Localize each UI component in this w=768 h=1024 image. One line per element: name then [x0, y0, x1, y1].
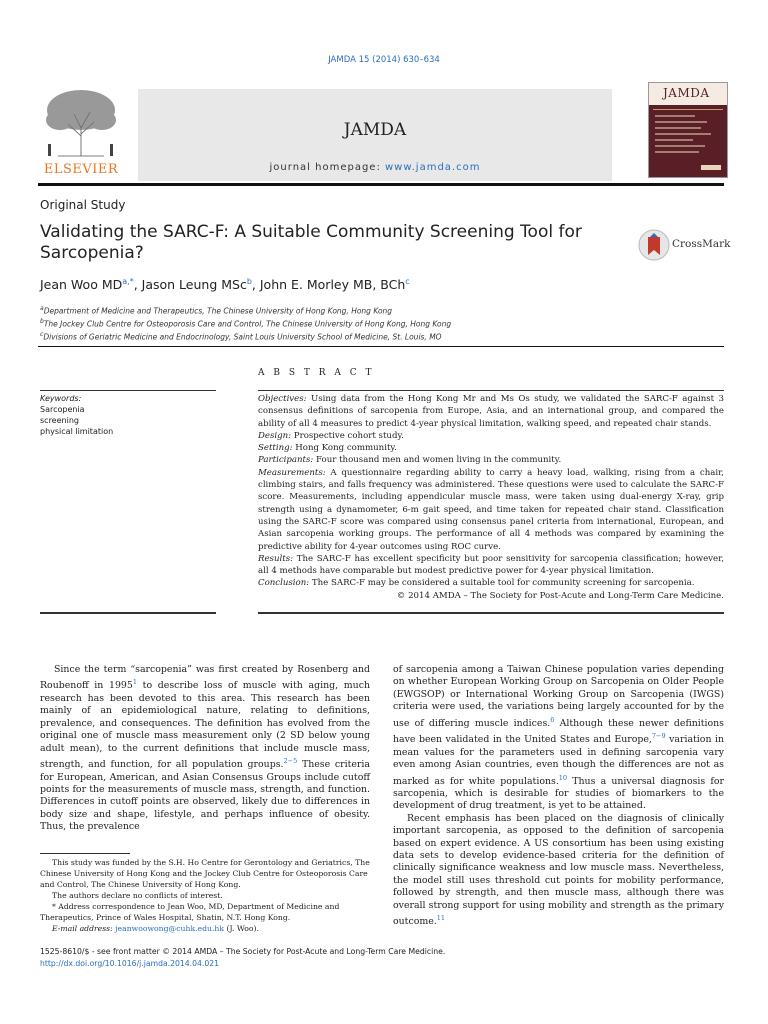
affiliation-mark: c: [40, 331, 44, 338]
abstract-section-text: The SARC-F may be considered a suitable tool for community screening for sarcopenia.: [309, 578, 695, 589]
author-name: John E. Morley MB, BCh: [259, 277, 406, 293]
email-link[interactable]: jeanwoowong@cuhk.edu.hk: [115, 924, 225, 933]
homepage-label: journal homepage:: [269, 162, 385, 173]
conflict-note: The authors declare no conflicts of interest.: [52, 891, 223, 900]
body-column-right: [393, 664, 724, 929]
abstract-rule-top: [258, 390, 724, 391]
abstract-section-heading: Participants:: [258, 455, 314, 466]
journal-citation[interactable]: JAMDA 15 (2014) 630–634: [328, 55, 440, 65]
keyword: physical limitation: [40, 427, 114, 436]
reference-link[interactable]: 7−9: [651, 732, 666, 741]
keywords-rule-bottom: [40, 612, 216, 614]
abstract-section: [258, 454, 724, 466]
abstract-heading: A B S T R A C T: [258, 368, 375, 378]
affiliation: [40, 317, 451, 330]
abstract-section: [258, 553, 724, 578]
abstract-section: [258, 442, 724, 454]
abstract-copyright: © 2014 AMDA – The Society for Post-Acute and Long-Term Care Medicine.: [396, 590, 724, 601]
issn-line: 1525-8610/$ - see front matter © 2014 AMDA – The Society for Post-Acute and Long-Term Care Medicine.: [40, 947, 446, 956]
affiliation-mark: b: [40, 318, 44, 325]
abstract-section: [258, 393, 724, 430]
abstract-section-text: A questionnaire regarding ability to carry a heavy load, walking, rising from a chair, climbing stairs, and falls frequency was administered. These questions were used to calculate the SARC-F score. Measurements, including appendicular muscle mass, were taken using dual-energy X-ray, grip strength using a dynamometer, 6-m gait speed, and time taken for repeated chair stand. Classification using the SARC-F score was compared using consensus panel criteria from international, European, and Asian sarcopenia working groups. The performance of all 4 methods was compared by examining the predictive ability for 4-year outcomes using ROC curve.: [258, 467, 724, 552]
author-separator: ,: [251, 277, 260, 293]
abstract-section-heading: Setting:: [258, 443, 293, 454]
keywords-block: [40, 393, 113, 437]
abstract-section-text: Using data from the Hong Kong Mr and Ms Os study, we validated the SARC-F against 3 consensus definitions of sarcopenia from Europe, Asia, and an international group, and compared the ability of all 4 measures to predict 4-year physical limitation, walking speed, and repeated chair stands.: [258, 394, 724, 429]
abstract-section-heading: Measurements:: [258, 467, 326, 478]
keyword: screening: [40, 416, 79, 425]
author-affiliation-mark[interactable]: a,*: [122, 277, 134, 286]
author-list: [40, 277, 410, 292]
author-name: Jean Woo MD: [40, 277, 123, 293]
abstract-section: [258, 430, 724, 442]
affiliation-mark: a: [40, 305, 44, 312]
abstract-section-heading: Results:: [258, 553, 294, 564]
affiliations: [40, 304, 451, 343]
abstract-section-heading: Objectives:: [258, 394, 307, 404]
keywords-heading: Keywords:: [40, 394, 82, 403]
elsevier-wordmark: ELSEVIER: [43, 162, 119, 177]
body-paragraph: of sarcopenia among a Taiwan Chinese population varies depending on whether European Working Group on Sarcopenia on Older People (EWGSOP) or International Working Group on Sarcopenia (IWGS) criteria were used, the variations being largely accounted for by the use of differing muscle indices.$^6$ Although these newer definitions have been validated in the United States and Europe,$^{7-9}$ variation in mean values for the parameters used in defining sarcopenia vary even among Asian countries, even though the differences are not as marked as for white populations.$^{10}$ Thus a universal diagnosis for sarcopenia, which is desirable for studies of biomarkers to the development of drug treatment, is yet to be attained.: [393, 664, 724, 812]
reference-link[interactable]: 6: [550, 715, 555, 724]
body-paragraph: Since the term “sarcopenia” was first created by Rosenberg and Roubenoff in 1995$^1$ to describe loss of muscle with aging, much research has been devoted to this area. This research has been mainly of an epidemiological nature, relating to definitions, prevalence, and consequences. The definition has evolved from the original one of muscle mass measurement only (2 SD below young adult mean), to the current definitions that include muscle mass, strength, and function, for all population groups.$^{2-5}$ These criteria for European, American, and Asian Consensus Groups include cutoff points for the measurements of muscle mass, strength, and function. Differences in cutoff points are observed, likely due to differences in body size and shape, lifestyle, and perhaps influence of obesity. Thus, the prevalence: [40, 664, 370, 833]
article-title: Validating the SARC-F: A Suitable Community Screening Tool for Sarcopenia?: [40, 222, 582, 263]
article-type: Original Study: [40, 198, 126, 212]
body-column-left: [40, 664, 370, 834]
front-matter-info: [40, 946, 445, 969]
affiliation-text: Department of Medicine and Therapeutics, The Chinese University of Hong Kong, Hong Kong: [43, 306, 393, 316]
author-affiliation-mark[interactable]: b: [246, 277, 252, 286]
reference-link[interactable]: 1: [132, 678, 138, 687]
affiliation-text: The Jockey Club Centre for Osteoporosis Care and Control, The Chinese University of Hong Kong, Hong Kong: [43, 319, 452, 329]
correspondence-note: * Address correspondence to Jean Woo, MD, Department of Medicine and Therapeutics, Prince of Wales Hospital, Shatin, N.T. Hong Kong.: [40, 902, 340, 922]
reference-link[interactable]: 11: [436, 914, 446, 923]
abstract-section: [258, 577, 724, 589]
reference-link[interactable]: 2−5: [283, 756, 298, 765]
author-name: Jason Leung MSc: [141, 277, 247, 293]
footnotes: [40, 857, 370, 934]
journal-homepage: [138, 162, 612, 173]
email-suffix: (J. Woo).: [224, 924, 259, 933]
affiliation-text: Divisions of Geriatric Medicine and Endocrinology, Saint Louis University School of Medicine, St. Louis, MO: [43, 332, 442, 342]
footnote-rule: [40, 853, 130, 854]
abstract-section-heading: Design:: [258, 430, 292, 441]
email-note: [40, 923, 370, 934]
email-label: E-mail address:: [52, 924, 113, 933]
abstract-section-text: Prospective cohort study.: [291, 430, 404, 441]
journal-name: JAMDA: [343, 120, 407, 140]
body-paragraph: Recent emphasis has been placed on the diagnosis of clinically important sarcopenia, as opposed to the definition of sarcopenia based on expert evidence. A US consortium has been using existing data sets to develop evidence-based criteria for the definition of clinically significance weakness and low muscle mass. Nevertheless, the model still uses threshold cut points for mobility performance, followed by strength, and then muscle mass, although there was overall strong support for using mobility and strength as the primary outcome.$^{11}$: [393, 812, 724, 928]
crossmark-label[interactable]: CrossMark: [672, 238, 731, 250]
abstract-body: [258, 393, 724, 602]
keywords-rule-top: [40, 390, 216, 391]
abstract-section-text: The SARC-F has excellent specificity but poor sensitivity for sarcopenia classification; however, all 4 methods have comparable but modest predictive power for 4-year physical limitation.: [258, 553, 724, 577]
affiliation: [40, 330, 451, 343]
section-rule: [38, 346, 724, 347]
abstract-section: [258, 467, 724, 553]
funding-note: This study was funded by the S.H. Ho Centre for Gerontology and Geriatrics, The Chinese University of Hong Kong and the Jockey Club Centre for Osteoporosis Care and Control, The Chinese University of Hong Kong.: [40, 858, 370, 889]
homepage-link[interactable]: www.jamda.com: [385, 162, 481, 173]
cover-title: JAMDA: [663, 86, 710, 100]
abstract-section-text: Four thousand men and women living in the community.: [313, 455, 562, 466]
abstract-section-text: Hong Kong community.: [292, 443, 397, 454]
author-affiliation-mark[interactable]: c: [405, 277, 410, 286]
doi-link[interactable]: http://dx.doi.org/10.1016/j.jamda.2014.04.021: [40, 958, 220, 968]
abstract-section-heading: Conclusion:: [258, 578, 310, 589]
keyword: Sarcopenia: [40, 405, 85, 414]
abstract-rule-bottom: [258, 612, 724, 614]
affiliation: [40, 304, 451, 317]
reference-link[interactable]: 10: [558, 773, 568, 782]
author-separator: ,: [133, 277, 142, 293]
header-rule: [38, 183, 724, 186]
